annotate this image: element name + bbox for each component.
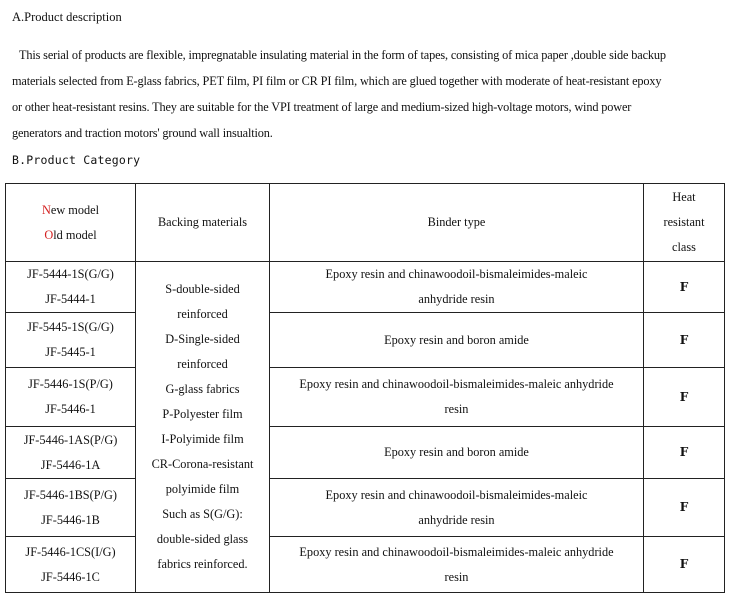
binder-header-cell: Binder type: [270, 184, 644, 262]
backing-line: I-Polyimide film: [161, 432, 244, 446]
model-cell: [6, 262, 136, 313]
model-cell: [6, 427, 136, 479]
backing-line: reinforced: [177, 357, 228, 371]
new-model: JF-5446-1BS(P/G): [24, 487, 117, 502]
binder-line: Epoxy resin and chinawoodoil-bismaleimides-maleic anhydride: [299, 544, 614, 559]
backing-line: P-Polyester film: [162, 407, 243, 421]
binder-line: Epoxy resin and chinawoodoil-bismaleimides-maleic anhydride: [299, 377, 614, 391]
description-line: This serial of products are flexible, impregnatable insulating material in the form of tapes, consisting of mica paper ,double side backup: [19, 48, 666, 62]
table-row: [6, 313, 725, 368]
old-model-rest: ld model: [53, 227, 97, 242]
backing-line: D-Single-sided: [165, 332, 240, 346]
product-description: [12, 42, 728, 146]
old-model: JF-5445-1: [45, 345, 96, 359]
heat-class-cell: F: [644, 479, 725, 537]
backing-line: S-double-sided: [165, 282, 240, 296]
new-model: JF-5444-1S(G/G): [27, 267, 114, 281]
heat-class-cell: F: [644, 427, 725, 479]
heat-class-cell: F: [644, 537, 725, 593]
old-model-header: [6, 223, 135, 248]
binder-line: resin: [444, 569, 469, 584]
binder-cell: [270, 368, 644, 427]
new-model: JF-5446-1CS(I/G): [25, 544, 116, 559]
description-line: generators and traction motors' ground wall insualtion.: [12, 126, 273, 140]
binder-line: Epoxy resin and chinawoodoil-bismaleimides-maleic: [325, 487, 588, 502]
binder-line: resin: [444, 402, 469, 416]
table-header-row: [6, 184, 725, 262]
model-header-cell: [6, 184, 136, 262]
backing-line: CR-Corona-resistant: [151, 457, 254, 471]
backing-line: Such as S(G/G):: [162, 507, 243, 521]
binder-cell: [270, 262, 644, 313]
backing-materials-cell: [136, 262, 270, 593]
binder-line: Epoxy resin and chinawoodoil-bismaleimides-maleic: [325, 267, 588, 281]
table-row: [6, 262, 725, 313]
backing-header-cell: Backing materials: [136, 184, 270, 262]
heat-header-cell: [644, 184, 725, 262]
binder-cell: [270, 427, 644, 479]
table-row: [6, 368, 725, 427]
old-model: JF-5446-1C: [41, 569, 100, 584]
old-model: JF-5446-1A: [40, 457, 101, 472]
model-cell: [6, 368, 136, 427]
old-model: JF-5446-1: [45, 402, 96, 416]
table-row: [6, 427, 725, 479]
new-model: JF-5445-1S(G/G): [27, 320, 114, 334]
new-model: JF-5446-1S(P/G): [28, 377, 113, 391]
backing-line: double-sided glass: [156, 532, 249, 546]
new-model: JF-5446-1AS(P/G): [23, 432, 118, 447]
binder-cell: [270, 479, 644, 537]
binder-line: Epoxy resin and boron amide: [384, 445, 529, 459]
binder-line: anhydride resin: [418, 292, 495, 306]
table-row: [6, 537, 725, 593]
model-cell: [6, 537, 136, 593]
old-model-initial: O: [44, 227, 54, 242]
model-cell: [6, 313, 136, 368]
binder-line: anhydride resin: [418, 512, 495, 527]
heat-class-cell: F: [644, 313, 725, 368]
heat-class-cell: F: [644, 262, 725, 313]
section-b-heading: B.Product Category: [12, 153, 141, 167]
description-line: or other heat-resistant resins. They are suitable for the VPI treatment of large and medium-sized high-voltage motors, wind power: [12, 100, 632, 114]
model-cell: [6, 479, 136, 537]
new-model-rest: ew model: [50, 202, 100, 217]
binder-cell: [270, 537, 644, 593]
backing-line: polyimide film: [165, 482, 240, 496]
backing-line: reinforced: [177, 307, 228, 321]
new-model-header: [6, 198, 135, 223]
table-row: [6, 479, 725, 537]
backing-line: G-glass fabrics: [165, 382, 240, 396]
binder-cell: [270, 313, 644, 368]
section-a-heading: A.Product description: [12, 10, 122, 24]
new-model-initial: N: [41, 202, 51, 217]
description-line: materials selected from E-glass fabrics, PET film, PI film or CR PI film, which are glued together with moderate of heat-resistant epoxy: [12, 74, 662, 88]
heat-header-line: resistant: [663, 215, 705, 229]
product-category-table: [5, 183, 725, 593]
heat-header-line: class: [672, 240, 696, 254]
binder-line: Epoxy resin and boron amide: [384, 332, 529, 347]
heat-class-cell: F: [644, 368, 725, 427]
old-model: JF-5444-1: [45, 292, 96, 306]
heat-header-line: Heat: [672, 190, 696, 204]
old-model: JF-5446-1B: [41, 512, 100, 527]
backing-line: fabrics reinforced.: [157, 557, 248, 571]
